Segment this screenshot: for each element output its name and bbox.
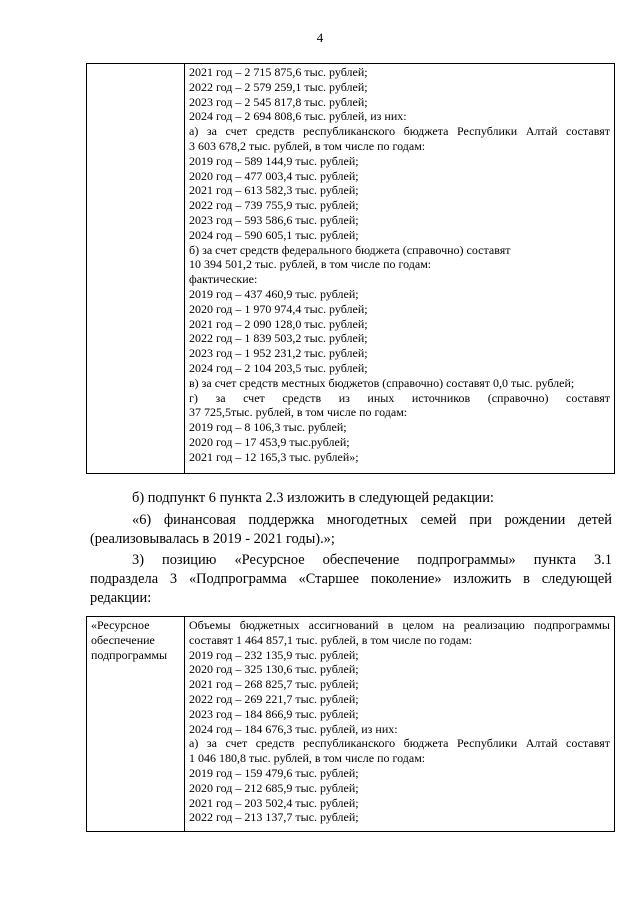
- table2-line: 2022 год – 269 221,7 тыс. рублей;: [189, 691, 359, 706]
- table1-line: фактические:: [189, 272, 258, 287]
- table2-line: Объемы бюджетных ассигнований в целом на реализацию подпрограммы: [189, 618, 610, 632]
- table1-line: 2022 год – 2 579 259,1 тыс. рублей;: [189, 79, 368, 94]
- page-number: 4: [316, 30, 324, 45]
- paragraph-line: (реализовывалась в 2019 - 2021 годы).»;: [90, 531, 335, 547]
- table2-line: составят 1 464 857,1 тыс. рублей, в том числе по годам:: [189, 632, 473, 647]
- table1-line: б) за счет средств федерального бюджета (справочно) составят: [189, 242, 511, 257]
- table2-line: 1 046 180,8 тыс. рублей, в том числе по годам:: [189, 751, 426, 766]
- table2-line: 2020 год – 325 130,6 тыс. рублей;: [189, 662, 359, 677]
- table1-line: 2021 год – 2 090 128,0 тыс. рублей;: [189, 316, 368, 331]
- table1-line: а) за счет средств республиканского бюджета Республики Алтай составят: [189, 124, 610, 139]
- label-line: «Ресурсное: [91, 618, 150, 632]
- table1-line: 2023 год – 2 545 817,8 тыс. рублей;: [189, 94, 368, 109]
- table1-line: 2022 год – 739 755,9 тыс. рублей;: [189, 198, 359, 213]
- table2-line: 2022 год – 213 137,7 тыс. рублей;: [189, 810, 359, 825]
- table1-line: 3 603 678,2 тыс. рублей, в том числе по годам:: [189, 138, 426, 153]
- table1-line: 2019 год – 437 460,9 тыс. рублей;: [189, 286, 359, 301]
- table1-line: 2020 год – 477 003,4 тыс. рублей;: [189, 168, 359, 183]
- paragraph-line: б) подпункт 6 пункта 2.3 изложить в следующей редакции:: [132, 490, 494, 506]
- paragraph-line: подраздела 3 «Подпрограмма «Старшее поколение» изложить в следующей: [90, 571, 612, 587]
- funding-table-continued: [86, 63, 615, 474]
- table1-line: 2020 год – 1 970 974,4 тыс. рублей;: [189, 301, 368, 316]
- amendment-paragraph-b: [90, 489, 612, 508]
- table2-line: а) за счет средств республиканского бюджета Республики Алтай составят: [189, 736, 610, 751]
- label-line: подпрограммы: [91, 648, 168, 662]
- table1-line: в) за счет средств местных бюджетов (справочно) составят 0,0 тыс. рублей;: [189, 375, 575, 390]
- table2-line: 2019 год – 232 135,9 тыс. рублей;: [189, 647, 359, 662]
- resource-support-table: [86, 616, 615, 832]
- table2-line: 2023 год – 184 866,9 тыс. рублей;: [189, 706, 359, 721]
- table1-line: 2019 год – 589 144,9 тыс. рублей;: [189, 153, 359, 168]
- table1-line: 2024 год – 590 605,1 тыс. рублей;: [189, 227, 359, 242]
- table1-line: 2023 год – 593 586,6 тыс. рублей;: [189, 212, 359, 227]
- table1-line: 2022 год – 1 839 503,2 тыс. рублей;: [189, 331, 368, 346]
- table1-line: 2020 год – 17 453,9 тыс.рублей;: [189, 434, 350, 449]
- amendment-paragraph-6: [90, 511, 612, 549]
- table2-content-cell: [185, 617, 615, 832]
- table1-line: 10 394 501,2 тыс. рублей, в том числе по годам:: [189, 257, 432, 272]
- table1-line: 2021 год – 613 582,3 тыс. рублей;: [189, 183, 359, 198]
- table2-line: 2021 год – 268 825,7 тыс. рублей;: [189, 677, 359, 692]
- table1-line: 37 725,5тыс. рублей, в том числе по годам:: [189, 405, 408, 420]
- table1-line: 2024 год – 2 104 203,5 тыс. рублей;: [189, 360, 368, 375]
- paragraph-line: редакции:: [90, 590, 152, 606]
- paragraph-line: «6) финансовая поддержка многодетных семей при рождении детей: [132, 512, 612, 528]
- table2-line: 2019 год – 159 479,6 тыс. рублей;: [189, 765, 359, 780]
- table2-label-cell: [87, 617, 185, 832]
- table1-line: 2021 год – 12 165,3 тыс. рублей»;: [189, 449, 359, 464]
- table1-line: 2021 год – 2 715 875,6 тыс. рублей;: [189, 65, 368, 79]
- table1-line: 2019 год – 8 106,3 тыс. рублей;: [189, 420, 347, 435]
- table2-line: 2024 год – 184 676,3 тыс. рублей, из них:: [189, 721, 398, 736]
- table1-content-cell: [185, 64, 615, 474]
- paragraph-line: 3) позицию «Ресурсное обеспечение подпрограммы» пункта 3.1: [132, 552, 612, 568]
- table1-line: 2023 год – 1 952 231,2 тыс. рублей;: [189, 346, 368, 361]
- amendment-paragraph-3: [90, 551, 612, 608]
- label-line: обеспечение: [91, 633, 155, 647]
- table2-line: 2020 год – 212 685,9 тыс. рублей;: [189, 780, 359, 795]
- table2-line: 2021 год – 203 502,4 тыс. рублей;: [189, 795, 359, 810]
- table1-line: г) за счет средств из иных источников (справочно) составят: [189, 390, 610, 405]
- table1-line: 2024 год – 2 694 808,6 тыс. рублей, из них:: [189, 109, 407, 124]
- table1-label-cell: [87, 64, 185, 474]
